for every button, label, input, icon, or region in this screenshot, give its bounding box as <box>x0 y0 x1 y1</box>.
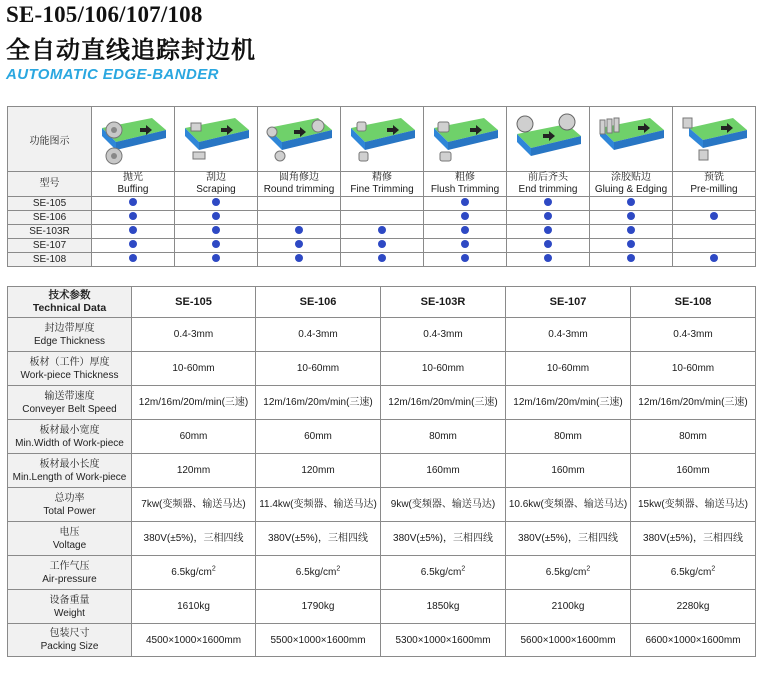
parameter-value: 0.4-3mm <box>631 318 756 352</box>
feature-cell <box>341 225 424 239</box>
model-feature-row <box>8 211 756 225</box>
function-name: 刮边 Scraping <box>175 172 258 197</box>
parameter-value: 380V(±5%)，三相四线 <box>256 522 381 556</box>
model-header: SE-108 <box>631 287 756 318</box>
feature-included-dot <box>129 212 137 220</box>
model-feature-row <box>8 253 756 267</box>
feature-included-dot <box>627 212 635 220</box>
parameter-label-en: Edge Thickness <box>34 335 105 347</box>
feature-included-dot <box>212 240 220 248</box>
feature-cell <box>590 225 673 239</box>
parameter-value: 7kw(变频器、输送马达) <box>132 488 256 522</box>
round-trimming-cell <box>258 107 341 172</box>
tech-data-row <box>8 556 756 590</box>
parameter-label-en: Air-pressure <box>42 573 97 585</box>
feature-cell <box>258 197 341 211</box>
feature-included-dot <box>544 212 552 220</box>
technical-data-table <box>7 286 756 657</box>
buffing-diagram <box>94 110 172 168</box>
feature-included-dot <box>295 226 303 234</box>
parameter-value: 120mm <box>256 454 381 488</box>
parameter-value: 12m/16m/20m/min(三速) <box>631 386 756 420</box>
pre-milling-cell <box>673 107 756 172</box>
feature-cell <box>673 225 756 239</box>
parameter-value: 6600×1000×1600mm <box>631 624 756 657</box>
flush-trimming-cell <box>424 107 507 172</box>
parameter-label <box>8 454 132 488</box>
parameter-value: 60mm <box>256 420 381 454</box>
feature-cell <box>341 211 424 225</box>
feature-cell <box>507 225 590 239</box>
parameter-label-cn: 工作气压 <box>49 560 90 572</box>
parameter-value: 9kw(变频器、输送马达) <box>381 488 506 522</box>
parameter-value: 10-60mm <box>631 352 756 386</box>
unit-superscript: 2 <box>711 565 716 573</box>
function-name: 粗修 Flush Trimming <box>424 172 507 197</box>
model-header: SE-106 <box>256 287 381 318</box>
parameter-value: 12m/16m/20m/min(三速) <box>256 386 381 420</box>
parameter-value: 4500×1000×1600mm <box>132 624 256 657</box>
feature-cell <box>507 197 590 211</box>
feature-cell <box>424 197 507 211</box>
feature-cell <box>673 253 756 267</box>
parameter-value: 10.6kw(变频器、输送马达) <box>506 488 631 522</box>
feature-cell <box>341 197 424 211</box>
parameter-value: $6.5kg/cm^2$ <box>381 556 506 590</box>
feature-cell <box>507 253 590 267</box>
model-name: SE-106 <box>8 211 92 225</box>
feature-included-dot <box>710 212 718 220</box>
feature-cell <box>258 225 341 239</box>
parameter-value: 80mm <box>381 420 506 454</box>
model-label: 型号 <box>8 172 92 197</box>
parameter-label-en: Work-piece Thickness <box>20 369 119 381</box>
feature-included-dot <box>627 240 635 248</box>
diagram-row <box>8 107 756 172</box>
end-trimming-diagram <box>509 110 587 168</box>
flush-trimming-diagram <box>426 110 504 168</box>
feature-cell <box>673 197 756 211</box>
parameter-label-en: Conveyer Belt Speed <box>22 403 117 415</box>
parameter-label-cn: 板材最小宽度 <box>39 424 100 436</box>
unit-superscript: 2 <box>211 565 216 573</box>
tech-header-row <box>8 287 756 318</box>
parameter-value: 0.4-3mm <box>256 318 381 352</box>
parameter-value: 380V(±5%)，三相四线 <box>506 522 631 556</box>
tech-header-label: 技术参数 Technical Data <box>8 287 132 318</box>
parameter-value: 5600×1000×1600mm <box>506 624 631 657</box>
feature-cell <box>673 211 756 225</box>
parameter-value: 0.4-3mm <box>506 318 631 352</box>
product-title-en: AUTOMATIC EDGE-BANDER <box>6 66 219 83</box>
feature-included-dot <box>544 198 552 206</box>
parameter-label <box>8 522 132 556</box>
model-name: SE-103R <box>8 225 92 239</box>
model-feature-row <box>8 225 756 239</box>
parameter-value: 12m/16m/20m/min(三速) <box>132 386 256 420</box>
tech-data-row <box>8 522 756 556</box>
feature-included-dot <box>295 240 303 248</box>
parameter-label <box>8 318 132 352</box>
parameter-label-cn: 设备重量 <box>49 594 90 606</box>
parameter-value: 2280kg <box>631 590 756 624</box>
unit-superscript: 2 <box>461 565 466 573</box>
parameter-value: 380V(±5%)，三相四线 <box>631 522 756 556</box>
feature-cell <box>175 253 258 267</box>
feature-included-dot <box>295 254 303 262</box>
gluing-edging-diagram <box>592 110 670 168</box>
parameter-label-en: Min.Width of Work-piece <box>15 437 124 449</box>
function-name-row <box>8 172 756 197</box>
feature-cell <box>673 239 756 253</box>
tech-data-row <box>8 590 756 624</box>
parameter-label-cn: 封边带厚度 <box>44 322 95 334</box>
fine-trimming-cell <box>341 107 424 172</box>
function-name: 前后齐头 End trimming <box>507 172 590 197</box>
feature-included-dot <box>212 226 220 234</box>
function-name: 圆角修边 Round trimming <box>258 172 341 197</box>
feature-included-dot <box>461 254 469 262</box>
feature-included-dot <box>461 198 469 206</box>
parameter-value: 5300×1000×1600mm <box>381 624 506 657</box>
feature-cell <box>507 239 590 253</box>
feature-included-dot <box>627 198 635 206</box>
parameter-value: 60mm <box>132 420 256 454</box>
feature-cell <box>258 253 341 267</box>
feature-cell <box>341 239 424 253</box>
parameter-label <box>8 352 132 386</box>
feature-cell <box>341 253 424 267</box>
tech-data-row <box>8 352 756 386</box>
parameter-label <box>8 386 132 420</box>
feature-cell <box>175 211 258 225</box>
model-header: SE-103R <box>381 287 506 318</box>
parameter-value: $6.5kg/cm^2$ <box>506 556 631 590</box>
feature-cell <box>92 225 175 239</box>
parameter-value: 160mm <box>381 454 506 488</box>
parameter-value: 1850kg <box>381 590 506 624</box>
parameter-value: 1610kg <box>132 590 256 624</box>
parameter-label-en: Packing Size <box>40 641 99 652</box>
feature-cell <box>175 225 258 239</box>
feature-included-dot <box>378 226 386 234</box>
parameter-value: 10-60mm <box>132 352 256 386</box>
feature-cell <box>590 197 673 211</box>
feature-cell <box>590 253 673 267</box>
model-name: SE-108 <box>8 253 92 267</box>
parameter-value: 160mm <box>631 454 756 488</box>
feature-included-dot <box>461 240 469 248</box>
parameter-value: 10-60mm <box>256 352 381 386</box>
feature-included-dot <box>544 226 552 234</box>
feature-included-dot <box>129 254 137 262</box>
feature-cell <box>175 197 258 211</box>
parameter-label <box>8 556 132 590</box>
feature-cell <box>92 239 175 253</box>
model-header: SE-105 <box>132 287 256 318</box>
parameter-label-cn: 板材（工件）厚度 <box>29 356 110 368</box>
feature-included-dot <box>129 198 137 206</box>
feature-included-dot <box>212 254 220 262</box>
model-feature-row <box>8 197 756 211</box>
parameter-value: 380V(±5%)，三相四线 <box>132 522 256 556</box>
function-name: 抛光 Buffing <box>92 172 175 197</box>
fine-trimming-diagram <box>343 110 421 168</box>
feature-included-dot <box>212 212 220 220</box>
parameter-value: 12m/16m/20m/min(三速) <box>506 386 631 420</box>
scraping-cell <box>175 107 258 172</box>
model-series-heading: SE-105/106/107/108 <box>6 2 203 27</box>
unit-superscript: 2 <box>586 565 591 573</box>
unit-superscript: 2 <box>336 565 341 573</box>
feature-included-dot <box>544 240 552 248</box>
function-name: 预铣 Pre-milling <box>673 172 756 197</box>
feature-cell <box>92 197 175 211</box>
tech-data-row <box>8 420 756 454</box>
parameter-value: 2100kg <box>506 590 631 624</box>
feature-cell <box>92 253 175 267</box>
parameter-value: 80mm <box>631 420 756 454</box>
feature-cell <box>92 211 175 225</box>
parameter-label-cn: 电压 <box>59 526 80 538</box>
feature-included-dot <box>129 240 137 248</box>
parameter-label <box>8 488 132 522</box>
function-name: 涂胶贴边 Gluing & Edging <box>590 172 673 197</box>
parameter-value: $6.5kg/cm^2$ <box>132 556 256 590</box>
feature-cell <box>258 239 341 253</box>
parameter-value: 12m/16m/20m/min(三速) <box>381 386 506 420</box>
model-name: SE-107 <box>8 239 92 253</box>
parameter-label-en: Min.Length of Work-piece <box>12 471 127 483</box>
feature-cell <box>424 211 507 225</box>
parameter-value: 10-60mm <box>506 352 631 386</box>
parameter-value: 10-60mm <box>381 352 506 386</box>
parameter-value: 0.4-3mm <box>132 318 256 352</box>
parameter-value: 120mm <box>132 454 256 488</box>
parameter-label-cn: 板材最小长度 <box>39 458 100 470</box>
round-trimming-diagram <box>260 110 338 168</box>
parameter-label-cn: 输送带速度 <box>44 390 95 402</box>
gluing-edging-cell <box>590 107 673 172</box>
feature-cell <box>590 211 673 225</box>
feature-included-dot <box>212 198 220 206</box>
parameter-value: $6.5kg/cm^2$ <box>631 556 756 590</box>
feature-cell <box>507 211 590 225</box>
parameter-label-en: Voltage <box>52 539 87 551</box>
feature-cell <box>258 211 341 225</box>
parameter-label <box>8 624 132 657</box>
parameter-value: 15kw(变频器、输送马达) <box>631 488 756 522</box>
model-name: SE-105 <box>8 197 92 211</box>
model-feature-row <box>8 239 756 253</box>
product-title-cn: 全自动直线追踪封边机 <box>6 36 256 64</box>
feature-included-dot <box>129 226 137 234</box>
feature-cell <box>175 239 258 253</box>
pre-milling-diagram <box>675 110 753 168</box>
scraping-diagram <box>177 110 255 168</box>
feature-included-dot <box>378 254 386 262</box>
parameter-value: $6.5kg/cm^2$ <box>256 556 381 590</box>
tech-data-row <box>8 488 756 522</box>
parameter-label-cn: 包装尺寸 <box>49 628 90 639</box>
feature-cell <box>424 239 507 253</box>
diagram-label: 功能图示 <box>8 107 92 172</box>
model-header: SE-107 <box>506 287 631 318</box>
parameter-label <box>8 420 132 454</box>
buffing-cell <box>92 107 175 172</box>
parameter-label-en: Weight <box>54 607 85 619</box>
parameter-value: 380V(±5%)，三相四线 <box>381 522 506 556</box>
parameter-value: 160mm <box>506 454 631 488</box>
feature-included-dot <box>710 254 718 262</box>
tech-data-row <box>8 386 756 420</box>
parameter-value: 0.4-3mm <box>381 318 506 352</box>
feature-cell <box>590 239 673 253</box>
parameter-value: 5500×1000×1600mm <box>256 624 381 657</box>
parameter-value: 11.4kw(变频器、输送马达) <box>256 488 381 522</box>
feature-included-dot <box>378 240 386 248</box>
feature-included-dot <box>461 226 469 234</box>
tech-data-row <box>8 454 756 488</box>
end-trimming-cell <box>507 107 590 172</box>
tech-data-row <box>8 318 756 352</box>
parameter-label-en: Total Power <box>43 505 96 517</box>
function-name: 精修 Fine Trimming <box>341 172 424 197</box>
features-table <box>7 106 756 267</box>
tech-data-row <box>8 624 756 657</box>
parameter-label-cn: 总功率 <box>54 492 85 504</box>
feature-cell <box>424 225 507 239</box>
feature-included-dot <box>627 254 635 262</box>
parameter-label <box>8 590 132 624</box>
feature-included-dot <box>461 212 469 220</box>
parameter-value: 1790kg <box>256 590 381 624</box>
feature-included-dot <box>627 226 635 234</box>
parameter-value: 80mm <box>506 420 631 454</box>
feature-cell <box>424 253 507 267</box>
feature-included-dot <box>544 254 552 262</box>
